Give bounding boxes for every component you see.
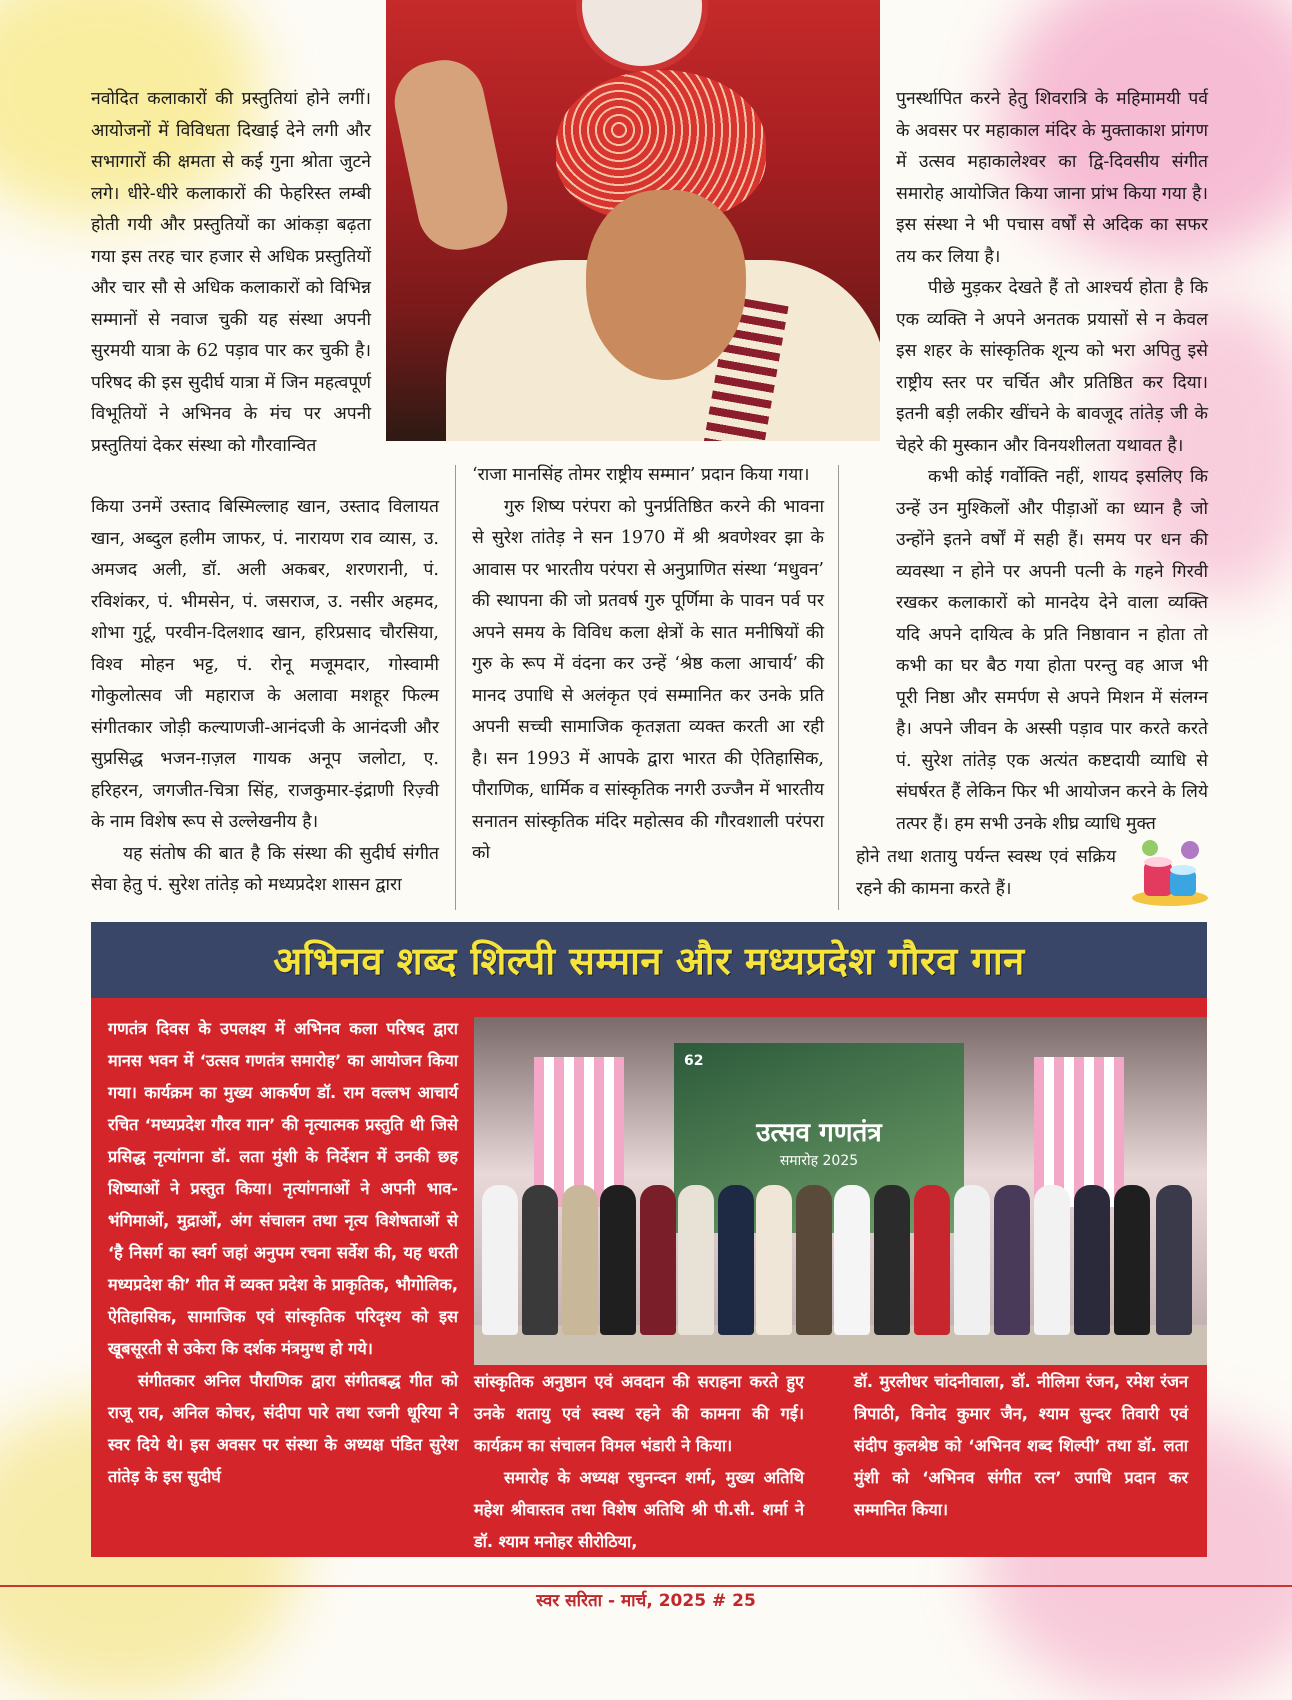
person — [954, 1185, 990, 1335]
paragraph: पुनर्स्थापित करने हेतु शिवरात्रि के महिमामयी पर्व के अवसर पर महाकाल मंदिर के मुक्ताकाश प्रांगण में उत्सव महाकालेश्वर का द्वि-दिवसीय संगीत समारोह आयोजित किया जाना प्रांभ किया गया है। इस संस्था ने भी पचास वर्षों से अदिक का सफर तय कर लिया है। — [896, 89, 1208, 267]
paragraph: यह संतोष की बात है कि संस्था की सुदीर्घ संगीत सेवा हेतु पं. सुरेश तांतेड़ को मध्यप्रदेश शासन द्वारा — [91, 843, 439, 895]
paragraph: संगीतकार अनिल पौराणिक द्वारा संगीतबद्ध गीत को राजू राव, अनिल कोचर, संदीपा पारे तथा रजनी धूरिया ने स्वर दिये थे। इस अवसर पर संस्था के अध्यक्ष पंडित सुरेश तांतेड़ के इस सुदीर्घ — [108, 1371, 458, 1486]
backdrop-subtitle: समारोह 2025 — [779, 1153, 859, 1169]
column-divider — [838, 465, 839, 910]
person — [562, 1185, 598, 1335]
article-column-2 — [472, 460, 824, 870]
person — [1034, 1185, 1070, 1335]
raised-hand-shape — [387, 53, 515, 258]
person — [1074, 1185, 1110, 1335]
person — [796, 1185, 832, 1335]
paragraph: समारोह के अध्यक्ष रघुनन्दन शर्मा, मुख्य अतिथि महेश श्रीवास्तव तथा विशेष अतिथि श्री पी.सी. शर्मा ने डॉ. श्याम मनोहर सीरोठिया, — [474, 1468, 804, 1551]
person — [678, 1185, 714, 1335]
person — [834, 1185, 870, 1335]
article-column-3 — [896, 84, 1208, 840]
paragraph: नवोदित कलाकारों की प्रस्तुतियां होने लगीं। आयोजनों में विविधता दिखाई देने लगी और सभागारों की क्षमता से कई गुना श्रोता जुटने लगे। धीरे-धीरे कलाकारों की फेहरिस्त लम्बी होती गयी और प्रस्तुतियों का आंकड़ा बढ़ता गया इस तरह चार हजार से अधिक प्रस्तुतियों और चार सौ से अधिक कलाकारों को विभिन्न सम्मानों से नवाज चुकी यह संस्था अपनी सुरमयी यात्रा के 62 पड़ाव पार कर चुकी है। परिषद की इस सुदीर्घ यात्रा में जिन महत्वपूर्ण विभूतियों ने अभिनव के मंच पर अपनी प्रस्तुतियां देकर संस्था को गौरवान्वित — [91, 89, 371, 456]
article-column-1-top — [91, 84, 371, 462]
page-footer: स्वर सरिता - मार्च, 2025 # 25 — [536, 1591, 756, 1611]
paragraph: होने तथा शतायु पर्यन्त स्वस्थ एवं सक्रिय रहने की कामना करते हैं। — [856, 847, 1116, 899]
box-title: अभिनव शब्द शिल्पी सम्मान और मध्यप्रदेश गौरव गान — [273, 939, 1025, 983]
paragraph: कभी कोई गर्वोक्ति नहीं, शायद इसलिए कि उन्हें उन मुश्किलों और पीड़ाओं का ध्यान है जो उन्होंने इतने वर्षों में सही हैं। समय पर धन की व्यवस्था न होने पर अपनी पत्नी के गहने गिरवी रखकर कलाकारों को मानदेय देने वाला व्यक्ति यदि अपने दायित्व के प्रति निष्ठावान न होता तो कभी का घर बैठ गया होता परन्तु वह आज भी पूरी निष्ठा और समर्पण से अपने मिशन में संलग्न है। अपने जीवन के अस्सी पड़ाव पार करते करते पं. सुरेश तांतेड़ एक अत्यंत कष्टदायी व्याधि से संघर्षरत हैं लेकिन फिर भी आयोजन करने के लिये तत्पर हैं। हम सभी उनके शीघ्र व्याधि मुक्त — [896, 467, 1208, 834]
person — [756, 1185, 792, 1335]
paragraph: डॉ. मुरलीधर चांदनीवाला, डॉ. नीलिमा रंजन, रमेश रंजन त्रिपाठी, विनोद कुमार जैन, श्याम सुन्दर तिवारी एवं संदीप कुलश्रेष्ठ को ‘अभिनव शब्द शिल्पी’ तथा डॉ. लता मुंशी को ‘अभिनव संगीत रत्न’ उपाधि प्रदान कर सम्मानित किया। — [854, 1372, 1188, 1519]
person — [522, 1185, 558, 1335]
person — [600, 1185, 636, 1335]
main-photo — [386, 0, 880, 441]
holi-colors-icon — [1130, 836, 1210, 908]
person — [640, 1185, 676, 1335]
paragraph: ‘राजा मानसिंह तोमर राष्ट्रीय सम्मान’ प्रदान किया गया। — [472, 465, 810, 485]
backdrop-title: उत्सव गणतंत्र — [756, 1118, 882, 1148]
paragraph: सांस्कृतिक अनुष्ठान एवं अवदान की सराहना करते हुए उनके शतायु एवं स्वस्थ रहने की कामना की गई। कार्यक्रम का संचालन विमल भंडारी ने किया। — [474, 1372, 804, 1455]
person — [1156, 1185, 1192, 1335]
footer-rule — [0, 1585, 1292, 1587]
box-column-right — [854, 1366, 1188, 1526]
paragraph: पीछे मुड़कर देखते हैं तो आश्चर्य होता है कि एक व्यक्ति ने अपने अनतक प्रयासों से न केवल इस शहर के सांस्कृतिक शून्य को भरा अपितु इसे राष्ट्रीय स्तर पर चर्चित और प्रतिष्ठित कर दिया। इतनी बड़ी लकीर खींचने के बावजूद तांतेड़ जी के चेहरे की मुस्कान और विनयशीलता यथावत है। — [896, 278, 1208, 456]
box-column-middle — [474, 1366, 804, 1558]
person — [718, 1185, 754, 1335]
article-column-3-end — [856, 842, 1116, 905]
paragraph: गणतंत्र दिवस के उपलक्ष्य में अभिनव कला परिषद द्वारा मानस भवन में ‘उत्सव गणतंत्र समारोह’ का आयोजन किया गया। कार्यक्रम का मुख्य आकर्षण डॉ. राम वल्लभ आचार्य रचित ‘मध्यप्रदेश गौरव गान’ की नृत्यात्मक प्रस्तुति थी जिसे प्रसिद्ध नृत्यांगना डॉ. लता मुंशी के निर्देशन में उनकी छह शिष्याओं ने प्रस्तुत किया। नृत्यांगनाओं ने अपनी भाव-भंगिमाओं, मुद्राओं, अंग संचालन तथा नृत्य विशेषताओं से ‘है निसर्ग का स्वर्ग जहां अनुपम रचना सर्वेश की, यह धरती मध्यप्रदेश की’ गीत में व्यक्त प्रदेश के प्राकृतिक, भौगोलिक, ऐतिहासिक, सामाजिक एवं सांस्कृतिक परिदृश्य को इस खूबसूरती से उकेरा कि दर्शक मंत्रमुग्ध हो गये। — [108, 1019, 458, 1358]
lamp-emblem — [576, 0, 708, 72]
paragraph: किया उनमें उस्ताद बिस्मिल्लाह खान, उस्ताद विलायत खान, अब्दुल हलीम जाफर, पं. नारायण राव व्यास, उ. अमजद अली, डॉ. अली अकबर, शरणरानी, पं. रविशंकर, पं. भीमसेन, पं. जसराज, उ. नसीर अहमद, शोभा गुर्टू, परवीन-दिलशाद खान, हरिप्रसाद चौरसिया, विश्व मोहन भट्ट, पं. रोनू मजूमदार, गोस्वामी गोकुलोत्सव जी महाराज के अलावा मशहूर फिल्म संगीतकार जोड़ी कल्याणजी-आनंदजी के आनंदजी और सुप्रसिद्ध भजन-ग़ज़ल गायक अनूप जलोटा, ए. हरिहरन, जगजीत-चित्रा सिंह, राजकुमार-इंद्राणी रिज़्वी के नाम विशेष रूप से उल्लेखनीय है। — [91, 497, 439, 832]
box-column-left — [108, 1013, 458, 1493]
person — [482, 1185, 518, 1335]
article-column-1-bottom — [91, 492, 439, 902]
person — [914, 1185, 950, 1335]
person — [1114, 1185, 1150, 1335]
face-shape — [586, 190, 746, 380]
person — [994, 1185, 1030, 1335]
box-title-bar — [91, 922, 1207, 998]
group-photo — [474, 1017, 1207, 1365]
column-divider — [455, 465, 456, 910]
paragraph: गुरु शिष्य परंपरा को पुनर्प्रतिष्ठित करने की भावना से सुरेश तांतेड़ ने सन 1970 में श्री श्रवणेश्वर झा के आवास पर भारतीय परंपरा से अनुप्राणित संस्था ‘मधुवन’ की स्थापना की जो प्रतवर्ष गुरु पूर्णिमा के पावन पर्व पर अपने समय के विविध कला क्षेत्रों के सात मनीषियों की गुरु के रूप में वंदना कर उन्हें ‘श्रेष्ठ कला आचार्य’ की मानद उपाधि से अलंकृत एवं सम्मानित कर उनके प्रति अपनी सच्ची सामाजिक कृतज्ञता व्यक्त करती आ रही है। सन 1993 में आपके द्वारा भारत की ऐतिहासिक, पौराणिक, धार्मिक व सांस्कृतिक नगरी उज्जैन में भारतीय सनातन सांस्कृतिक मंदिर महोत्सव की गौरवशाली परंपरा को — [472, 496, 824, 863]
backdrop-number: 62 — [684, 1053, 704, 1069]
person — [874, 1185, 910, 1335]
